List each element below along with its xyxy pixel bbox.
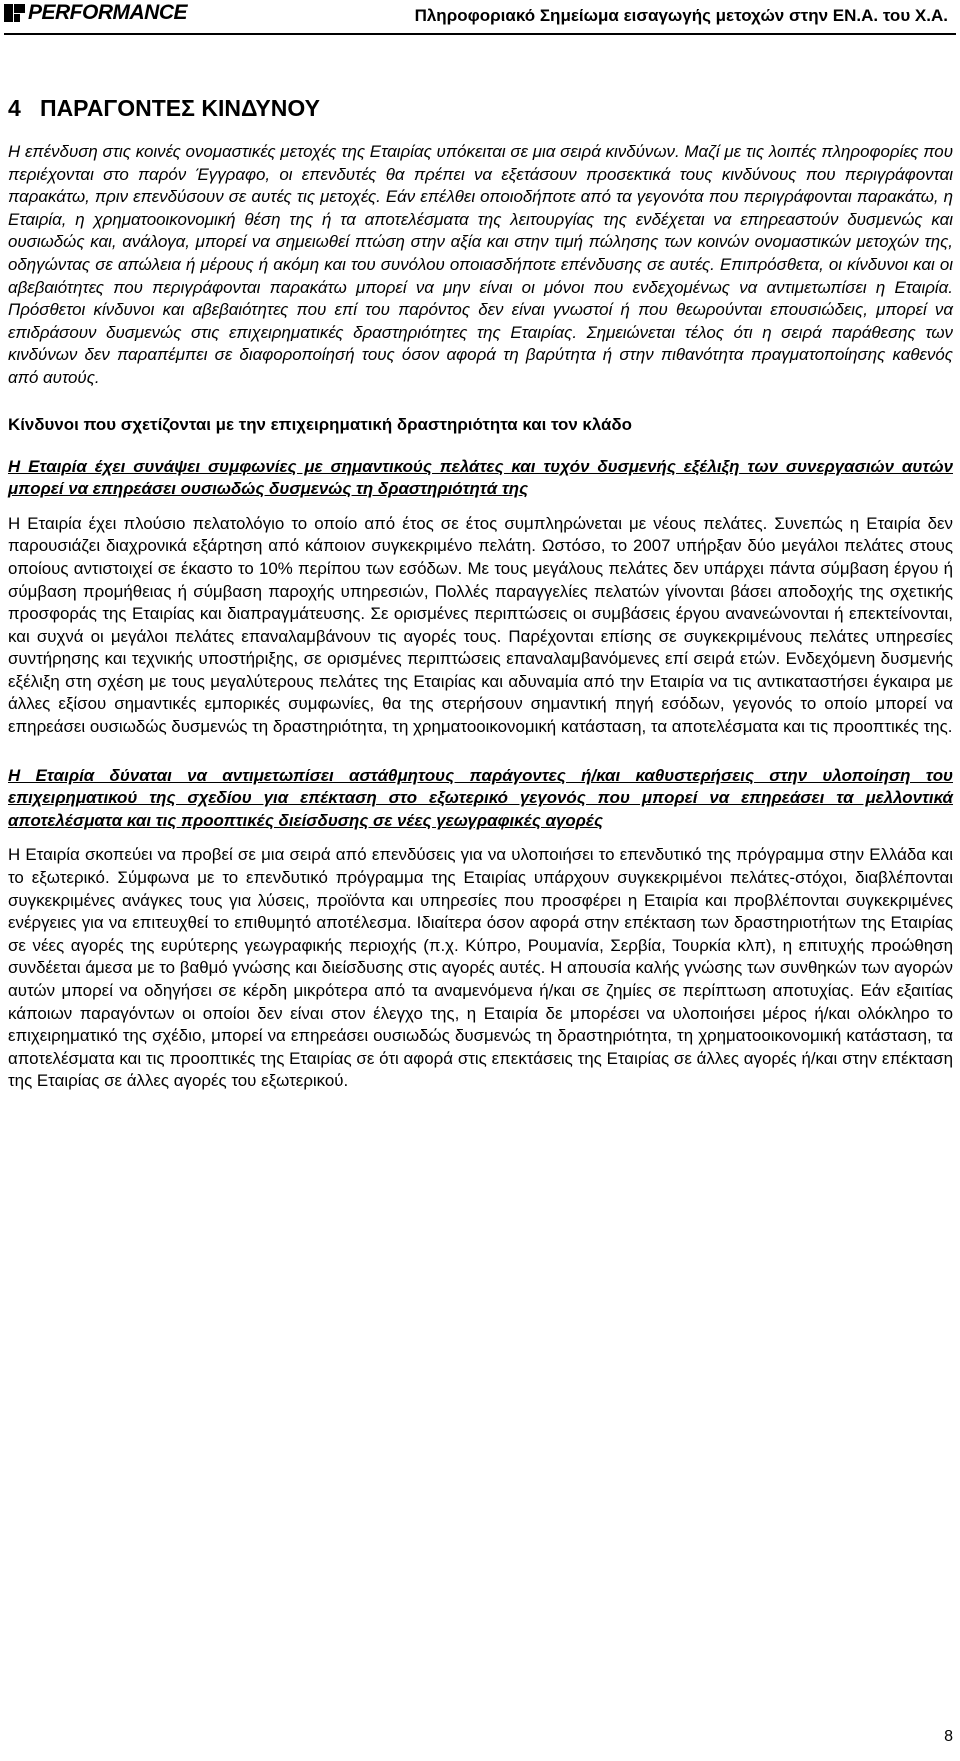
performance-logo-icon: [4, 2, 26, 24]
risk-heading: Η Εταιρία δύναται να αντιμετωπίσει αστάθμητους παράγοντες ή/και καθυστερήσεις στην υλοποίηση του επιχειρηματικού της σχεδίου για επέκταση στο εξωτερικό γεγονός που μπορεί να επηρεάσει τα μελλοντικά αποτελέσματα και τις προοπτικές διείσδυσης σε νέες γεωγραφικές αγορές: [8, 765, 953, 830]
page-number: 8: [944, 1728, 953, 1745]
page-header: [4, 0, 956, 34]
company-logo: [4, 2, 187, 24]
document-title: Πληροφοριακό Σημείωμα εισαγωγής μετοχών στην ΕΝ.Α. του Χ.Α.: [414, 6, 948, 25]
risk-heading: Η Εταιρία έχει συνάψει συμφωνίες με σημαντικούς πελάτες και τυχόν δυσμενής εξέλιξη των συνεργασιών αυτών μπορεί να επηρεάσει ουσιωδώς δυσμενώς τη δραστηριότητά της: [8, 456, 953, 499]
subsection-title: Κίνδυνοι που σχετίζονται με την επιχειρηματική δραστηριότητα και τον κλάδο: [8, 414, 632, 434]
section-heading: 4 ΠΑΡΑΓΟΝΤΕΣ ΚΙΝΔΥΝΟΥ: [8, 95, 320, 121]
page-content: [8, 94, 953, 1093]
risk-body: Η Εταιρία σκοπεύει να προβεί σε μια σειρά από επενδύσεις για να υλοποιήσει το επενδυτικό της πρόγραμμα στην Ελλάδα και το εξωτερικό. Σύμφωνα με το επενδυτικό πρόγραμμα της Εταιρίας υπάρχουν συγκεκριμένοι πελάτες-στόχοι, διαβλέπονται συγκεκριμένες ανάγκες τους για λύσεις, προϊόντα και υπηρεσίες που προσφέρει η Εταιρία και προβλέπονται συγκεκριμένες ενέργειες για να επιτευχθεί το επιθυμητό αποτέλεσμα. Ιδιαίτερα όσον αφορά στην επέκταση των δραστηριοτήτων της Εταιρίας σε νέες αγορές της ευρύτερης γεωγραφικής περιοχής (π.χ. Κύπρο, Ρουμανία, Σερβία, Τουρκία κλπ), η επιτυχής προώθηση συνδέεται άμεσα με το βαθμό γνώσης και διείσδυσης στις αγορές αυτές. Η απουσία καλής γνώσης των συνθηκών των αγορών αυτών μπορεί να οδηγήσει σε κέρδη μικρότερα από τα αναμενόμενα ή/και σε ζημίες σε περίπτωση αποτυχίας. Εάν εξαιτίας κάποιων παραγόντων οι οποίοι δεν είναι στον έλεγχο της, η Εταιρία δε μπορέσει να υλοποιήσει μέρος ή/και ολόκληρο το επιχειρηματικό της σχέδιο, μπορεί να επηρεάσει ουσιωδώς δυσμενώς τη δραστηριότητα, τη χρηματοοικονομική κατάσταση, τα αποτελέσματα και τις προοπτικές της Εταιρίας σε ότι αφορά στις επεκτάσεις της Εταιρίας σε άλλες αγορές ή/και στην επέκταση της Εταιρίας σε άλλες αγορές του εξωτερικού.: [8, 845, 953, 1091]
intro-paragraph: Η επένδυση στις κοινές ονομαστικές μετοχές της Εταιρίας υπόκειται σε μια σειρά κινδύνων. Μαζί με τις λοιπές πληροφορίες που περιέχονται στο παρόν Έγγραφο, οι επενδυτές θα πρέπει να εξετάσουν προσεκτικά τους κινδύνους που περιγράφονται παρακάτω, πριν επενδύσουν σε αυτές τις μετοχές. Εάν επέλθει οποιοδήποτε από τα γεγονότα που περιγράφονται παρακάτω, η Εταιρία, η χρηματοοικονομική θέση της ή τα αποτελέσματα της λειτουργίας της ενδέχεται να επηρεαστούν δυσμενώς και ουσιωδώς και, ανάλογα, μπορεί να σημειωθεί πτώση στην αξία και στην τιμή πώλησης των κοινών ονομαστικών μετοχών της, οδηγώντας σε απώλεια ή μέρους ή ακόμη και του συνόλου οποιασδήποτε επένδυσης σε αυτές. Επιπρόσθετα, οι κίνδυνοι και οι αβεβαιότητες που περιγράφονται παρακάτω μπορεί να μην είναι οι μόνοι που ενδεχομένως να αντιμετωπίσει η Εταιρία. Πρόσθετοι κίνδυνοι και αβεβαιότητες που επί του παρόντος δεν είναι γνωστοί ή που θεωρούνται επουσιώδεις, μπορεί να επιδράσουν δυσμενώς στις επιχειρηματικές δραστηριότητες της Εταιρίας. Σημειώνεται τέλος ότι η σειρά παράθεσης των κινδύνων δεν παραπέμπει σε διαφοροποίησή τους όσον αφορά τη βαρύτητα ή στην πιθανότητα πραγματοποίησης καθενός από αυτούς.: [8, 142, 953, 387]
header-divider: [4, 33, 956, 35]
spacer: [8, 739, 953, 765]
logo-text: PERFORMANCE: [28, 1, 188, 24]
risk-body: Η Εταιρία έχει πλούσιο πελατολόγιο το οποίο από έτος σε έτος συμπληρώνεται με νέους πελάτες. Συνεπώς η Εταιρία δεν παρουσιάζει διαχρονικά εξάρτηση από κάποιον συγκεκριμένο πελάτη. Ωστόσο, το 2007 υπήρξαν δύο μεγάλοι πελάτες στους οποίους αντιστοιχεί σε έκαστο το 10% περίπου των εσόδων. Με τους μεγάλους πελάτες δεν υπάρχει πάντα σύμβαση έργου ή σύμβαση προμήθειας ή σύμβαση παροχής υπηρεσιών, Πολλές παραγγελίες πελατών γίνονται βάσει αποδοχής της σχετικής προσφοράς της Εταιρίας και διαπραγμάτευσης. Σε ορισμένες περιπτώσεις οι συμβάσεις έργου ανανεώνονται ή επεκτείνονται, και συχνά οι μεγάλοι πελάτες επαναλαμβάνουν τις αγορές τους. Παρέχονται επίσης σε συγκεκριμένους πελάτες υπηρεσίες συντήρησης και τεχνικής υποστήριξης, σε ορισμένες περιπτώσεις επαναλαμβανόμενες επί σειρά ετών. Ενδεχόμενη δυσμενής εξέλιξη στη σχέση με τους μεγαλύτερους πελάτες της Εταιρίας και αδυναμία από την Εταιρία να τις αντικαταστήσει έγκαιρα με άλλες εξίσου σημαντικές εμπορικές συμφωνίες, θα της στερήσουν σημαντική πηγή εσόδων, γεγονός το οποίο μπορεί να επηρεάσει ουσιωδώς δυσμενώς τη δραστηριότητα, τη χρηματοοικονομική κατάσταση, τα αποτελέσματα και τις προοπτικές της.: [8, 513, 953, 737]
